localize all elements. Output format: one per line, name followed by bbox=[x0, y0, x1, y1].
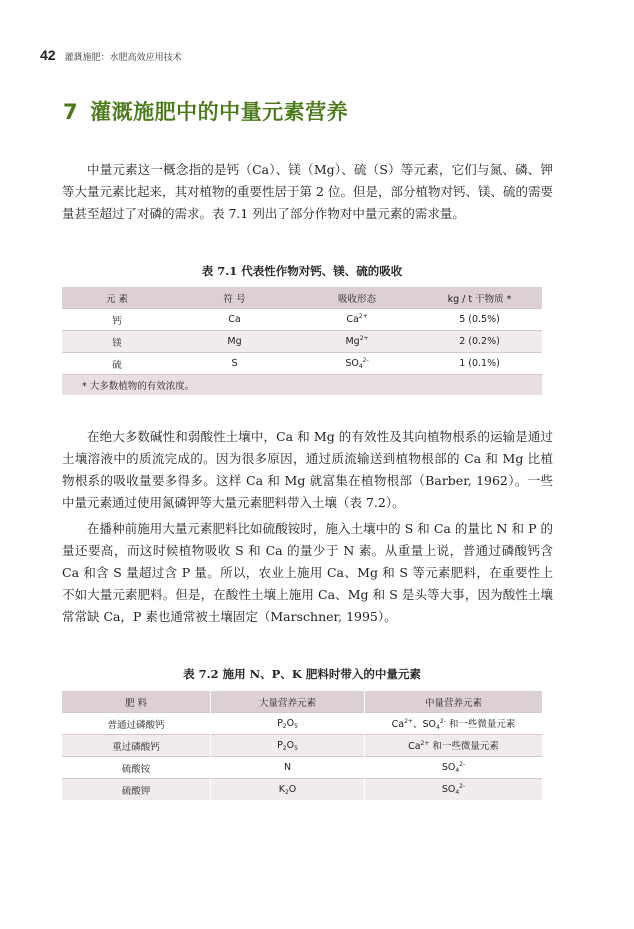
table-1 bbox=[62, 287, 542, 395]
column-header-element: 元 素 bbox=[62, 287, 172, 309]
chapter-title-text: 灌溉施肥中的中量元素营养 bbox=[90, 100, 349, 124]
cell-amount: 5 (0.5%) bbox=[417, 309, 542, 331]
cell-form: $SO_4^{2-}$ bbox=[297, 353, 417, 375]
cell-fertilizer: 重过磷酸钙 bbox=[62, 735, 211, 757]
cell-symbol: S bbox=[172, 353, 297, 375]
cell-amount: 2 (0.2%) bbox=[417, 331, 542, 353]
cell-secondary: $SO_4^{2-}$ bbox=[365, 757, 543, 779]
paragraph-3: 在播种前施用大量元素肥料比如硫酸铵时，施入土壤中的 S 和 Ca 的量比 N 和 P 的量还要高，而这时候植物吸收 S 和 Ca 的量少于 N 素。从重量上说，普通过磷酸钙含 Ca 和含 S 量超过含 P 量。所以，农业上施用 Ca、Mg 和 S 等元素肥料，在重要性上不如大量元素肥料。但是，在酸性土壤上施用 Ca、Mg 和 S 是头等大事，因为酸性土壤常常缺 Ca，P 素也通常被土壤固定（Marschner, 1995）。 bbox=[62, 521, 553, 624]
running-title: 灌溉施肥：水肥高效应用技术 bbox=[64, 53, 182, 63]
column-header-macro: 大量营养元素 bbox=[211, 691, 365, 713]
cell-secondary: $SO_4^{2-}$ bbox=[365, 779, 543, 801]
table-header-row bbox=[62, 287, 542, 309]
table-row bbox=[62, 331, 542, 353]
paragraph-1: 中量元素这一概念指的是钙（Ca）、镁（Mg）、硫（S）等元素，它们与氮、磷、钾等大量元素比起来，其对植物的重要性居于第 2 位。但是，部分植物对钙、镁、硫的需要量甚至超过了对磷的需求。表 7.1 列出了部分作物对中量元素的需求量。 bbox=[62, 162, 553, 221]
cell-element: 镁 bbox=[62, 331, 172, 353]
table-row bbox=[62, 735, 542, 757]
column-header-symbol: 符 号 bbox=[172, 287, 297, 309]
chapter-title bbox=[63, 96, 348, 126]
cell-element: 硫 bbox=[62, 353, 172, 375]
cell-macro: N bbox=[211, 757, 365, 779]
cell-macro: $P_2O_5$ bbox=[211, 735, 365, 757]
cell-symbol: Mg bbox=[172, 331, 297, 353]
table-note: * 大多数植物的有效浓度。 bbox=[62, 375, 542, 396]
cell-symbol: Ca bbox=[172, 309, 297, 331]
table-header-row bbox=[62, 691, 542, 713]
cell-amount: 1 (0.1%) bbox=[417, 353, 542, 375]
paragraph-2: 在绝大多数碱性和弱酸性土壤中，Ca 和 Mg 的有效性及其向植物根系的运输是通过土壤溶液中的质流完成的。因为很多原因，通过质流输送到植物根部的 Ca 和 Mg 比植物根系的吸收量要多得多。这样 Ca 和 Mg 就富集在植物根部（Barber, 1962）。一些中量元素通过使用氮磷钾等大量元素肥料带入土壤（表 7.2）。 bbox=[62, 429, 553, 510]
table-row bbox=[62, 309, 542, 331]
table-row bbox=[62, 713, 542, 735]
cell-form: $Ca^{2+}$ bbox=[297, 309, 417, 331]
column-header-form: 吸收形态 bbox=[297, 287, 417, 309]
cell-form: $Mg^{2+}$ bbox=[297, 331, 417, 353]
column-header-fertilizer: 肥 料 bbox=[62, 691, 211, 713]
cell-fertilizer: 硫酸铵 bbox=[62, 757, 211, 779]
table-row bbox=[62, 353, 542, 375]
page-header bbox=[40, 47, 182, 63]
cell-fertilizer: 普通过磷酸钙 bbox=[62, 713, 211, 735]
table-note-row bbox=[62, 375, 542, 396]
cell-macro: $K_2O$ bbox=[211, 779, 365, 801]
column-header-secondary: 中量营养元素 bbox=[365, 691, 543, 713]
table-row bbox=[62, 757, 542, 779]
table-row bbox=[62, 779, 542, 801]
table-2-caption: 表 7.2 施用 N、P、K 肥料时带入的中量元素 bbox=[183, 667, 421, 681]
cell-element: 钙 bbox=[62, 309, 172, 331]
cell-fertilizer: 硫酸钾 bbox=[62, 779, 211, 801]
column-header-amount: kg / t 干物质 * bbox=[417, 287, 542, 309]
chapter-number: 7 bbox=[63, 100, 79, 124]
page-number: 42 bbox=[40, 47, 56, 63]
cell-macro: $P_2O_5$ bbox=[211, 713, 365, 735]
cell-secondary: $Ca^{2+}$、$SO_4^{2-}$ 和一些微量元素 bbox=[365, 713, 543, 735]
table-1-caption: 表 7.1 代表性作物对钙、镁、硫的吸收 bbox=[201, 264, 403, 278]
table-2 bbox=[62, 691, 542, 800]
cell-secondary: $Ca^{2+}$ 和一些微量元素 bbox=[365, 735, 543, 757]
